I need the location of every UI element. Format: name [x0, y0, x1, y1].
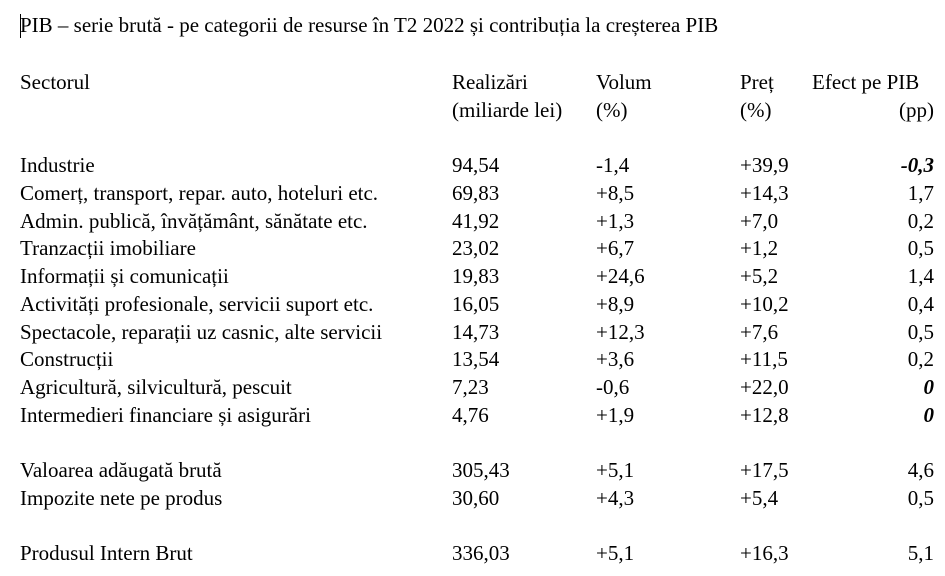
header-pret: Preț	[740, 70, 774, 94]
header-volum-unit: (%)	[596, 98, 628, 122]
total-row	[0, 456, 945, 484]
cell-volum: -1,4	[596, 153, 630, 177]
cell-pret: +12,8	[740, 403, 789, 427]
cell-pret: +22,0	[740, 375, 789, 399]
cell-efect: 0,2	[907, 209, 934, 233]
cell-sector: Produsul Intern Brut	[20, 541, 193, 565]
cell-realizari: 19,83	[452, 264, 500, 288]
cell-pret: +16,3	[740, 541, 789, 565]
cell-pret: +7,6	[740, 320, 779, 344]
cell-efect: -0,3	[900, 153, 934, 177]
cell-sector: Agricultură, silvicultură, pescuit	[20, 375, 292, 399]
table-header-row-2	[0, 96, 945, 124]
cell-realizari: 13,54	[452, 347, 500, 371]
cell-sector: Admin. publică, învățământ, sănătate etc.	[20, 209, 368, 233]
cell-efect: 0,5	[907, 236, 934, 260]
cell-pret: +1,2	[740, 236, 779, 260]
cell-realizari: 94,54	[452, 153, 500, 177]
cell-volum: +5,1	[596, 458, 635, 482]
cell-pret: +7,0	[740, 209, 779, 233]
total-row	[0, 484, 945, 512]
header-realizari: Realizări	[452, 70, 528, 94]
table-row	[0, 373, 945, 401]
cell-efect: 0,5	[907, 486, 934, 510]
cell-volum: +1,3	[596, 209, 635, 233]
cell-pret: +5,2	[740, 264, 779, 288]
table-header-row-1	[0, 68, 945, 96]
header-efect-unit: (pp)	[899, 98, 934, 122]
cell-realizari: 23,02	[452, 236, 500, 260]
table-row	[0, 318, 945, 346]
cell-realizari: 14,73	[452, 320, 500, 344]
cell-pret: +39,9	[740, 153, 789, 177]
cell-volum: +5,1	[596, 541, 635, 565]
header-sector: Sectorul	[20, 70, 90, 94]
document-title: PIB – serie brută - pe categorii de resurse în T2 2022 și contribuția la creșterea PIB	[20, 13, 719, 37]
cell-efect: 1,4	[907, 264, 934, 288]
cell-realizari: 69,83	[452, 181, 500, 205]
cell-pret: +10,2	[740, 292, 789, 316]
table-row	[0, 262, 945, 290]
cell-volum: +8,5	[596, 181, 635, 205]
header-realizari-unit: (miliarde lei)	[452, 98, 563, 122]
cell-pret: +5,4	[740, 486, 779, 510]
cell-sector: Activități profesionale, servicii suport etc.	[20, 292, 374, 316]
cell-pret: +17,5	[740, 458, 789, 482]
cell-efect: 4,6	[907, 458, 934, 482]
cell-volum: +1,9	[596, 403, 635, 427]
cell-volum: +4,3	[596, 486, 635, 510]
cell-volum: +6,7	[596, 236, 635, 260]
cell-sector: Construcții	[20, 347, 114, 371]
cell-efect: 0	[923, 375, 934, 399]
gdp-row	[0, 539, 945, 567]
cell-sector: Valoarea adăugată brută	[20, 458, 222, 482]
table-row	[0, 207, 945, 235]
cell-efect: 0	[923, 403, 934, 427]
cell-pret: +11,5	[740, 347, 788, 371]
cell-realizari: 7,23	[452, 375, 489, 399]
table-row	[0, 345, 945, 373]
cell-sector: Informații și comunicații	[20, 264, 229, 288]
cell-volum: +8,9	[596, 292, 635, 316]
cell-sector: Comerț, transport, repar. auto, hoteluri etc.	[20, 181, 379, 205]
table-row	[0, 290, 945, 318]
cell-sector: Spectacole, reparații uz casnic, alte servicii	[20, 320, 383, 344]
cell-realizari: 336,03	[452, 541, 510, 565]
cell-efect: 5,1	[907, 541, 934, 565]
cell-efect: 0,4	[907, 292, 934, 316]
cell-realizari: 30,60	[452, 486, 500, 510]
cell-volum: -0,6	[596, 375, 630, 399]
cell-pret: +14,3	[740, 181, 789, 205]
cell-realizari: 305,43	[452, 458, 510, 482]
header-efect: Efect pe PIB	[812, 70, 920, 94]
header-pret-unit: (%)	[740, 98, 772, 122]
table-row	[0, 234, 945, 262]
cell-volum: +12,3	[596, 320, 645, 344]
table-row	[0, 401, 945, 429]
cell-efect: 0,2	[907, 347, 934, 371]
cell-sector: Impozite nete pe produs	[20, 486, 223, 510]
cell-sector: Industrie	[20, 153, 95, 177]
cell-realizari: 41,92	[452, 209, 500, 233]
cell-volum: +24,6	[596, 264, 645, 288]
table-row	[0, 151, 945, 179]
cell-efect: 1,7	[907, 181, 934, 205]
cell-sector: Tranzacții imobiliare	[20, 236, 196, 260]
cell-realizari: 16,05	[452, 292, 500, 316]
table-row	[0, 179, 945, 207]
cell-volum: +3,6	[596, 347, 635, 371]
cell-sector: Intermedieri financiare și asigurări	[20, 403, 311, 427]
cell-realizari: 4,76	[452, 403, 489, 427]
header-volum: Volum	[596, 70, 652, 94]
cell-efect: 0,5	[907, 320, 934, 344]
